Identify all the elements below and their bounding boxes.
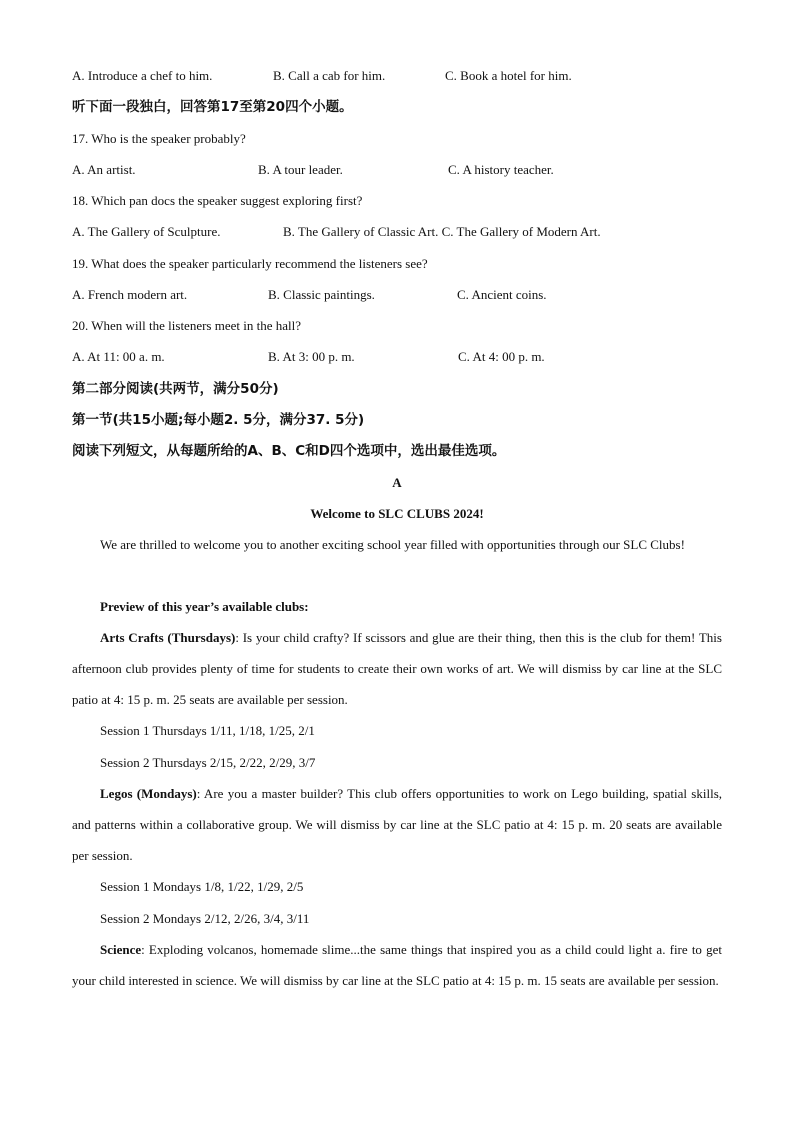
science-paragraph	[72, 934, 722, 996]
q18-option-bc: B. The Gallery of Classic Art. C. The Gallery of Modern Art.	[283, 224, 601, 239]
science-club-text: : Exploding volcanos, homemade slime...the same things that inspired you as a child could light a. fire to get your child interested in science. We will dismiss by car line at the SLC patio at 4: 15 p. m. 15 seats are available per session.	[72, 942, 722, 988]
legos-club-text: : Are you a master builder? This club offers opportunities to work on Lego building, spatial skills, and patterns within a collaborative group. We will dismiss by car line at the SLC patio at 4: 15 p. m. 20 seats are available per session.	[72, 786, 723, 863]
q19-option-b: B. Classic paintings.	[268, 287, 375, 302]
q19-option-a: A. French modern art.	[72, 287, 188, 302]
q17-option-b: B. A tour leader.	[258, 162, 343, 177]
intro-paragraph	[72, 529, 722, 560]
preview-heading: Preview of this year’s available clubs:	[100, 599, 309, 614]
q16-option-c: C. Book a hotel for him.	[445, 68, 572, 83]
part2-heading: 第二部分阅读(共两节，满分50分)	[72, 381, 279, 397]
q20-question: 20. When will the listeners meet in the hall?	[72, 318, 302, 333]
legos-session-2: Session 2 Mondays 2/12, 2/26, 3/4, 3/11	[100, 911, 310, 926]
legos-club-name: Legos (Mondays)	[100, 786, 197, 801]
section1-heading: 第一节(共15小题;每小题2. 5分，满分37. 5分)	[72, 412, 365, 428]
q20-option-a: A. At 11: 00 a. m.	[72, 349, 165, 364]
arts-session-2: Session 2 Thursdays 2/15, 2/22, 2/29, 3/7	[100, 755, 316, 770]
passage-title: Welcome to SLC CLUBS 2024!	[310, 506, 484, 521]
q19-question: 19. What does the speaker particularly recommend the listeners see?	[72, 256, 428, 271]
q18-option-a: A. The Gallery of Sculpture.	[72, 224, 221, 239]
intro-text: We are thrilled to welcome you to another exciting school year filled with opportunities through our SLC Clubs!	[100, 537, 685, 552]
q17-question: 17. Who is the speaker probably?	[72, 131, 246, 146]
passage-letter: A	[392, 475, 402, 490]
monologue-instruction: 听下面一段独白，回答第17至第20四个小题。	[72, 99, 353, 115]
reading-instruction: 阅读下列短文，从每题所给的A、B、C和D四个选项中，选出最佳选项。	[72, 443, 506, 459]
q16-option-a: A. Introduce a chef to him.	[72, 68, 213, 83]
q16-option-b: B. Call a cab for him.	[273, 68, 386, 83]
legos-paragraph	[72, 778, 722, 871]
arts-club-text: : Is your child crafty? If scissors and glue are their thing, then this is the club for them! This afternoon club provides plenty of time for students to create their own works of art. We will dismiss by car line at the SLC patio at 4: 15 p. m. 25 seats are available per session.	[72, 630, 722, 707]
q20-option-b: B. At 3: 00 p. m.	[268, 349, 355, 364]
arts-session-1: Session 1 Thursdays 1/11, 1/18, 1/25, 2/1	[100, 723, 315, 738]
q19-option-c: C. Ancient coins.	[457, 287, 547, 302]
legos-session-1: Session 1 Mondays 1/8, 1/22, 1/29, 2/5	[100, 879, 304, 894]
arts-club-name: Arts Crafts (Thursdays)	[100, 630, 236, 645]
arts-paragraph	[72, 622, 722, 715]
q20-option-c: C. At 4: 00 p. m.	[458, 349, 545, 364]
q18-question: 18. Which pan docs the speaker suggest exploring first?	[72, 193, 363, 208]
science-club-name: Science	[100, 942, 142, 957]
q17-option-c: C. A history teacher.	[448, 162, 554, 177]
q17-option-a: A. An artist.	[72, 162, 136, 177]
